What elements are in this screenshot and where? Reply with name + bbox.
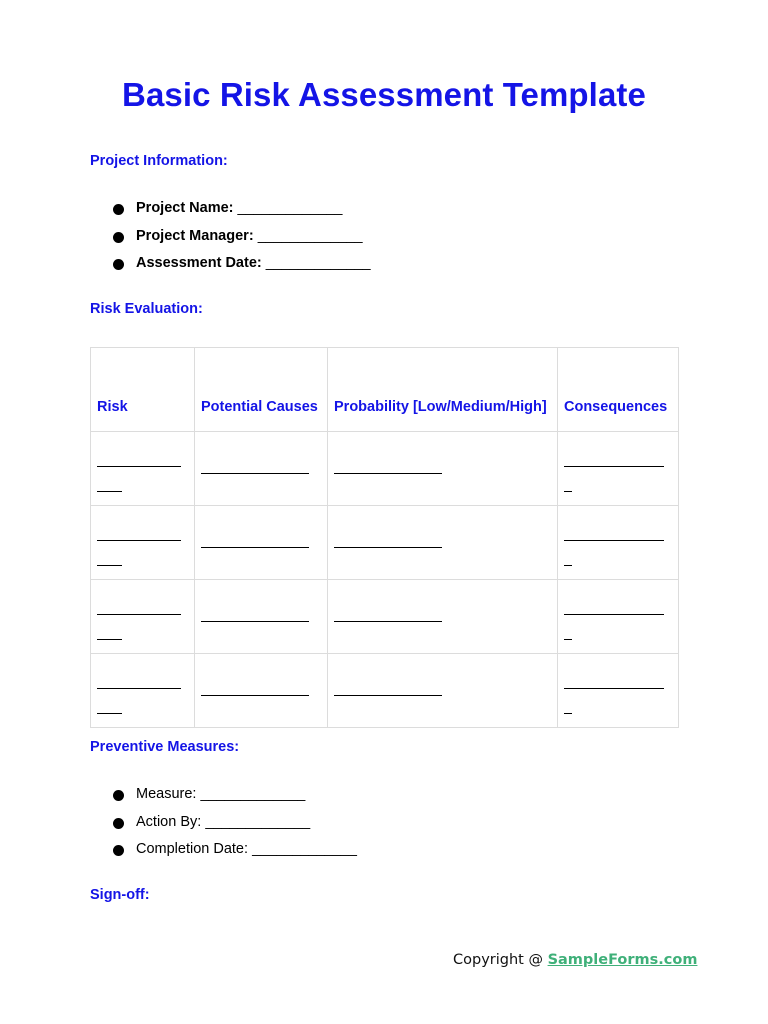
project-manager-field[interactable]: _____________ xyxy=(257,227,363,244)
action-by-label: Action By: xyxy=(136,813,202,830)
bullet-icon xyxy=(113,204,124,215)
project-name-label: Project Name: xyxy=(136,200,234,216)
probability-cell[interactable] xyxy=(328,506,558,580)
risk-cell[interactable] xyxy=(91,506,195,580)
project-manager-label: Project Manager: xyxy=(136,227,254,244)
action-by-field[interactable]: _____________ xyxy=(205,813,311,830)
potential-causes-cell[interactable] xyxy=(195,432,328,506)
column-header-consequences: Consequences xyxy=(558,348,679,432)
bullet-icon xyxy=(113,845,124,856)
signoff-heading: Sign-off: xyxy=(90,887,150,903)
risk-cell[interactable] xyxy=(91,432,195,506)
column-header-probability: Probability [Low/Medium/High] xyxy=(328,348,558,432)
risk-evaluation-table xyxy=(90,347,679,728)
column-header-risk: Risk xyxy=(91,348,195,432)
table-row xyxy=(91,654,679,728)
list-item xyxy=(112,200,371,228)
table-row xyxy=(91,432,679,506)
potential-causes-cell[interactable] xyxy=(195,654,328,728)
project-information-heading: Project Information: xyxy=(90,153,228,169)
consequences-cell[interactable] xyxy=(558,654,679,728)
assessment-date-field[interactable]: _____________ xyxy=(265,255,371,271)
project-name-field[interactable]: _____________ xyxy=(237,200,343,216)
measure-label: Measure: xyxy=(136,786,197,802)
copyright-text: Copyright @ xyxy=(453,952,548,968)
bullet-icon xyxy=(113,232,124,243)
preventive-measures-heading: Preventive Measures: xyxy=(90,739,240,755)
list-item xyxy=(112,814,357,842)
table-header-row xyxy=(91,348,679,432)
probability-cell[interactable] xyxy=(328,580,558,654)
consequences-cell[interactable] xyxy=(558,506,679,580)
completion-date-label: Completion Date: xyxy=(136,841,249,857)
bullet-icon xyxy=(113,818,124,829)
project-information-list xyxy=(112,200,371,283)
consequences-cell[interactable] xyxy=(558,432,679,506)
assessment-date-label: Assessment Date: xyxy=(136,255,262,271)
risk-cell[interactable] xyxy=(91,580,195,654)
copyright-footer xyxy=(453,952,697,968)
potential-causes-cell[interactable] xyxy=(195,506,328,580)
table-row xyxy=(91,580,679,654)
probability-cell[interactable] xyxy=(328,432,558,506)
risk-cell[interactable] xyxy=(91,654,195,728)
list-item xyxy=(112,228,371,256)
list-item xyxy=(112,255,371,283)
list-item xyxy=(112,841,357,869)
risk-evaluation-heading: Risk Evaluation: xyxy=(90,301,203,317)
table-row xyxy=(91,506,679,580)
list-item xyxy=(112,786,357,814)
potential-causes-cell[interactable] xyxy=(195,580,328,654)
completion-date-field[interactable]: _____________ xyxy=(252,841,357,857)
bullet-icon xyxy=(113,259,124,270)
page-title: Basic Risk Assessment Template xyxy=(122,76,646,113)
consequences-cell[interactable] xyxy=(558,580,679,654)
measure-field[interactable]: _____________ xyxy=(200,786,306,802)
sampleforms-link[interactable]: SampleForms.com xyxy=(547,952,698,968)
bullet-icon xyxy=(113,790,124,801)
column-header-potential-causes: Potential Causes xyxy=(195,348,328,432)
probability-cell[interactable] xyxy=(328,654,558,728)
preventive-measures-list xyxy=(112,786,357,869)
